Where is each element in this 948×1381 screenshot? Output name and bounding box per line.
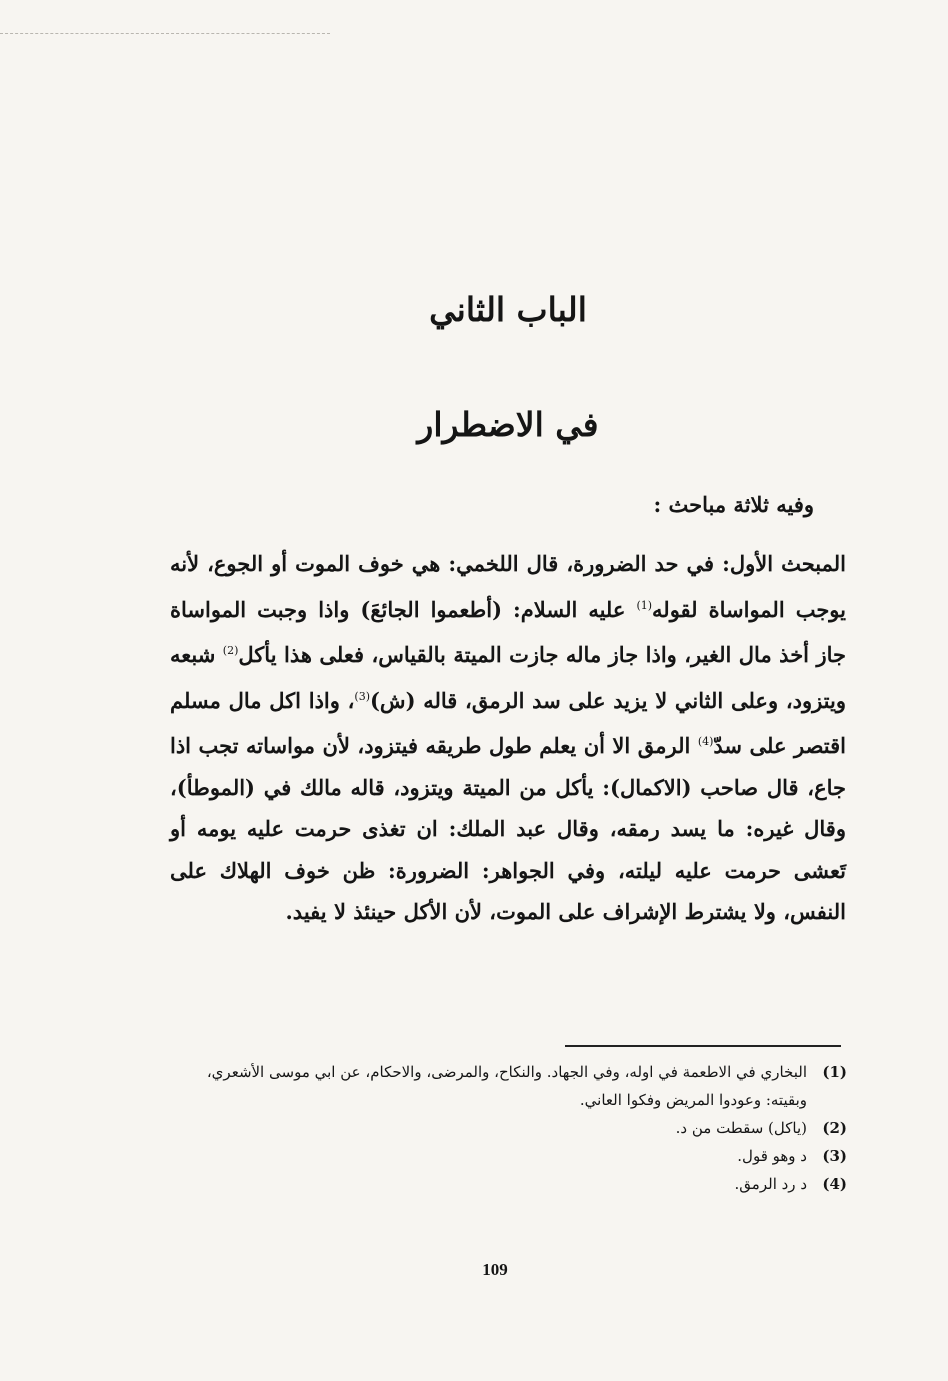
footnote-item — [175, 1142, 847, 1170]
footnote-number: (3) — [822, 1147, 847, 1165]
intro-line: وفيه ثلاثة مباحث : — [653, 492, 814, 517]
chapter-subtitle: في الاضطرار — [417, 405, 599, 444]
paragraph-segment: المبحث الأول: في حد الضرورة، قال اللخمي: هي خوف الموت أو الجوع، لأنه يوجب المواساة لقوله — [170, 551, 846, 622]
footnote-number: (1) — [822, 1063, 847, 1081]
footnote-item — [175, 1058, 847, 1114]
chapter-title: الباب الثاني — [429, 290, 587, 329]
footnote-ref-3: (3) — [354, 689, 370, 703]
main-paragraph — [170, 543, 846, 933]
footnotes — [175, 1058, 847, 1198]
page-number: 109 — [482, 1260, 508, 1279]
paragraph-segment: ، واذا اكل مال مسلم اقتصر على سدّ — [170, 687, 846, 758]
footnote-separator — [565, 1045, 841, 1047]
footnote-text: د رد الرمق. — [734, 1175, 807, 1193]
footnote-number: (4) — [822, 1175, 847, 1193]
paragraph-segment: الرمق الا أن يعلم طول طريقه فيتزود، لأن مواساته تجب اذا جاع، قال صاحب (الاكمال): يأكل من الميتة ويتزود، قاله مالك في (الموطأ)، وقال غيره: ما يسد رمقه، وقال عبد الملك: ان تغذى حرمت عليه يومه أو تَعشى حرمت عليه ليلته، وفي الجواهر: الضرورة: ظن خوف الهلاك على النفس، ولا يشترط الإشراف على الموت، لأن الأكل حينئذ لا يفيد. — [170, 733, 846, 924]
footnote-item — [175, 1114, 847, 1142]
footnote-text: د وهو قول. — [737, 1147, 807, 1165]
footnote-number: (2) — [822, 1119, 847, 1137]
paragraph-segment: شبعه ويتزود، وعلى الثاني لا يزيد على سد الرمق، قاله (ش) — [170, 642, 846, 713]
footnote-text: البخاري في الاطعمة في اوله، وفي الجهاد. والنكاح، والمرضى، والاحكام، عن ابي موسى الأشعري، وبقيته: وعودوا المريض وفكوا العاني. — [206, 1063, 807, 1109]
footnote-ref-1: (1) — [636, 598, 653, 612]
footnote-item — [175, 1170, 847, 1198]
footnote-ref-2: (2) — [222, 644, 239, 657]
footnote-ref-4: (4) — [697, 735, 714, 748]
top-scan-rule — [0, 33, 330, 34]
footnote-text: (ياكل) سقطت من د. — [675, 1119, 807, 1137]
paragraph-segment: عليه السلام: (أطعموا الجائعَ) واذا وجبت المواساة جاز أخذ مال الغير، واذا جاز ماله جازت الميتة بالقياس، فعلى هذا يأكل — [170, 596, 846, 667]
